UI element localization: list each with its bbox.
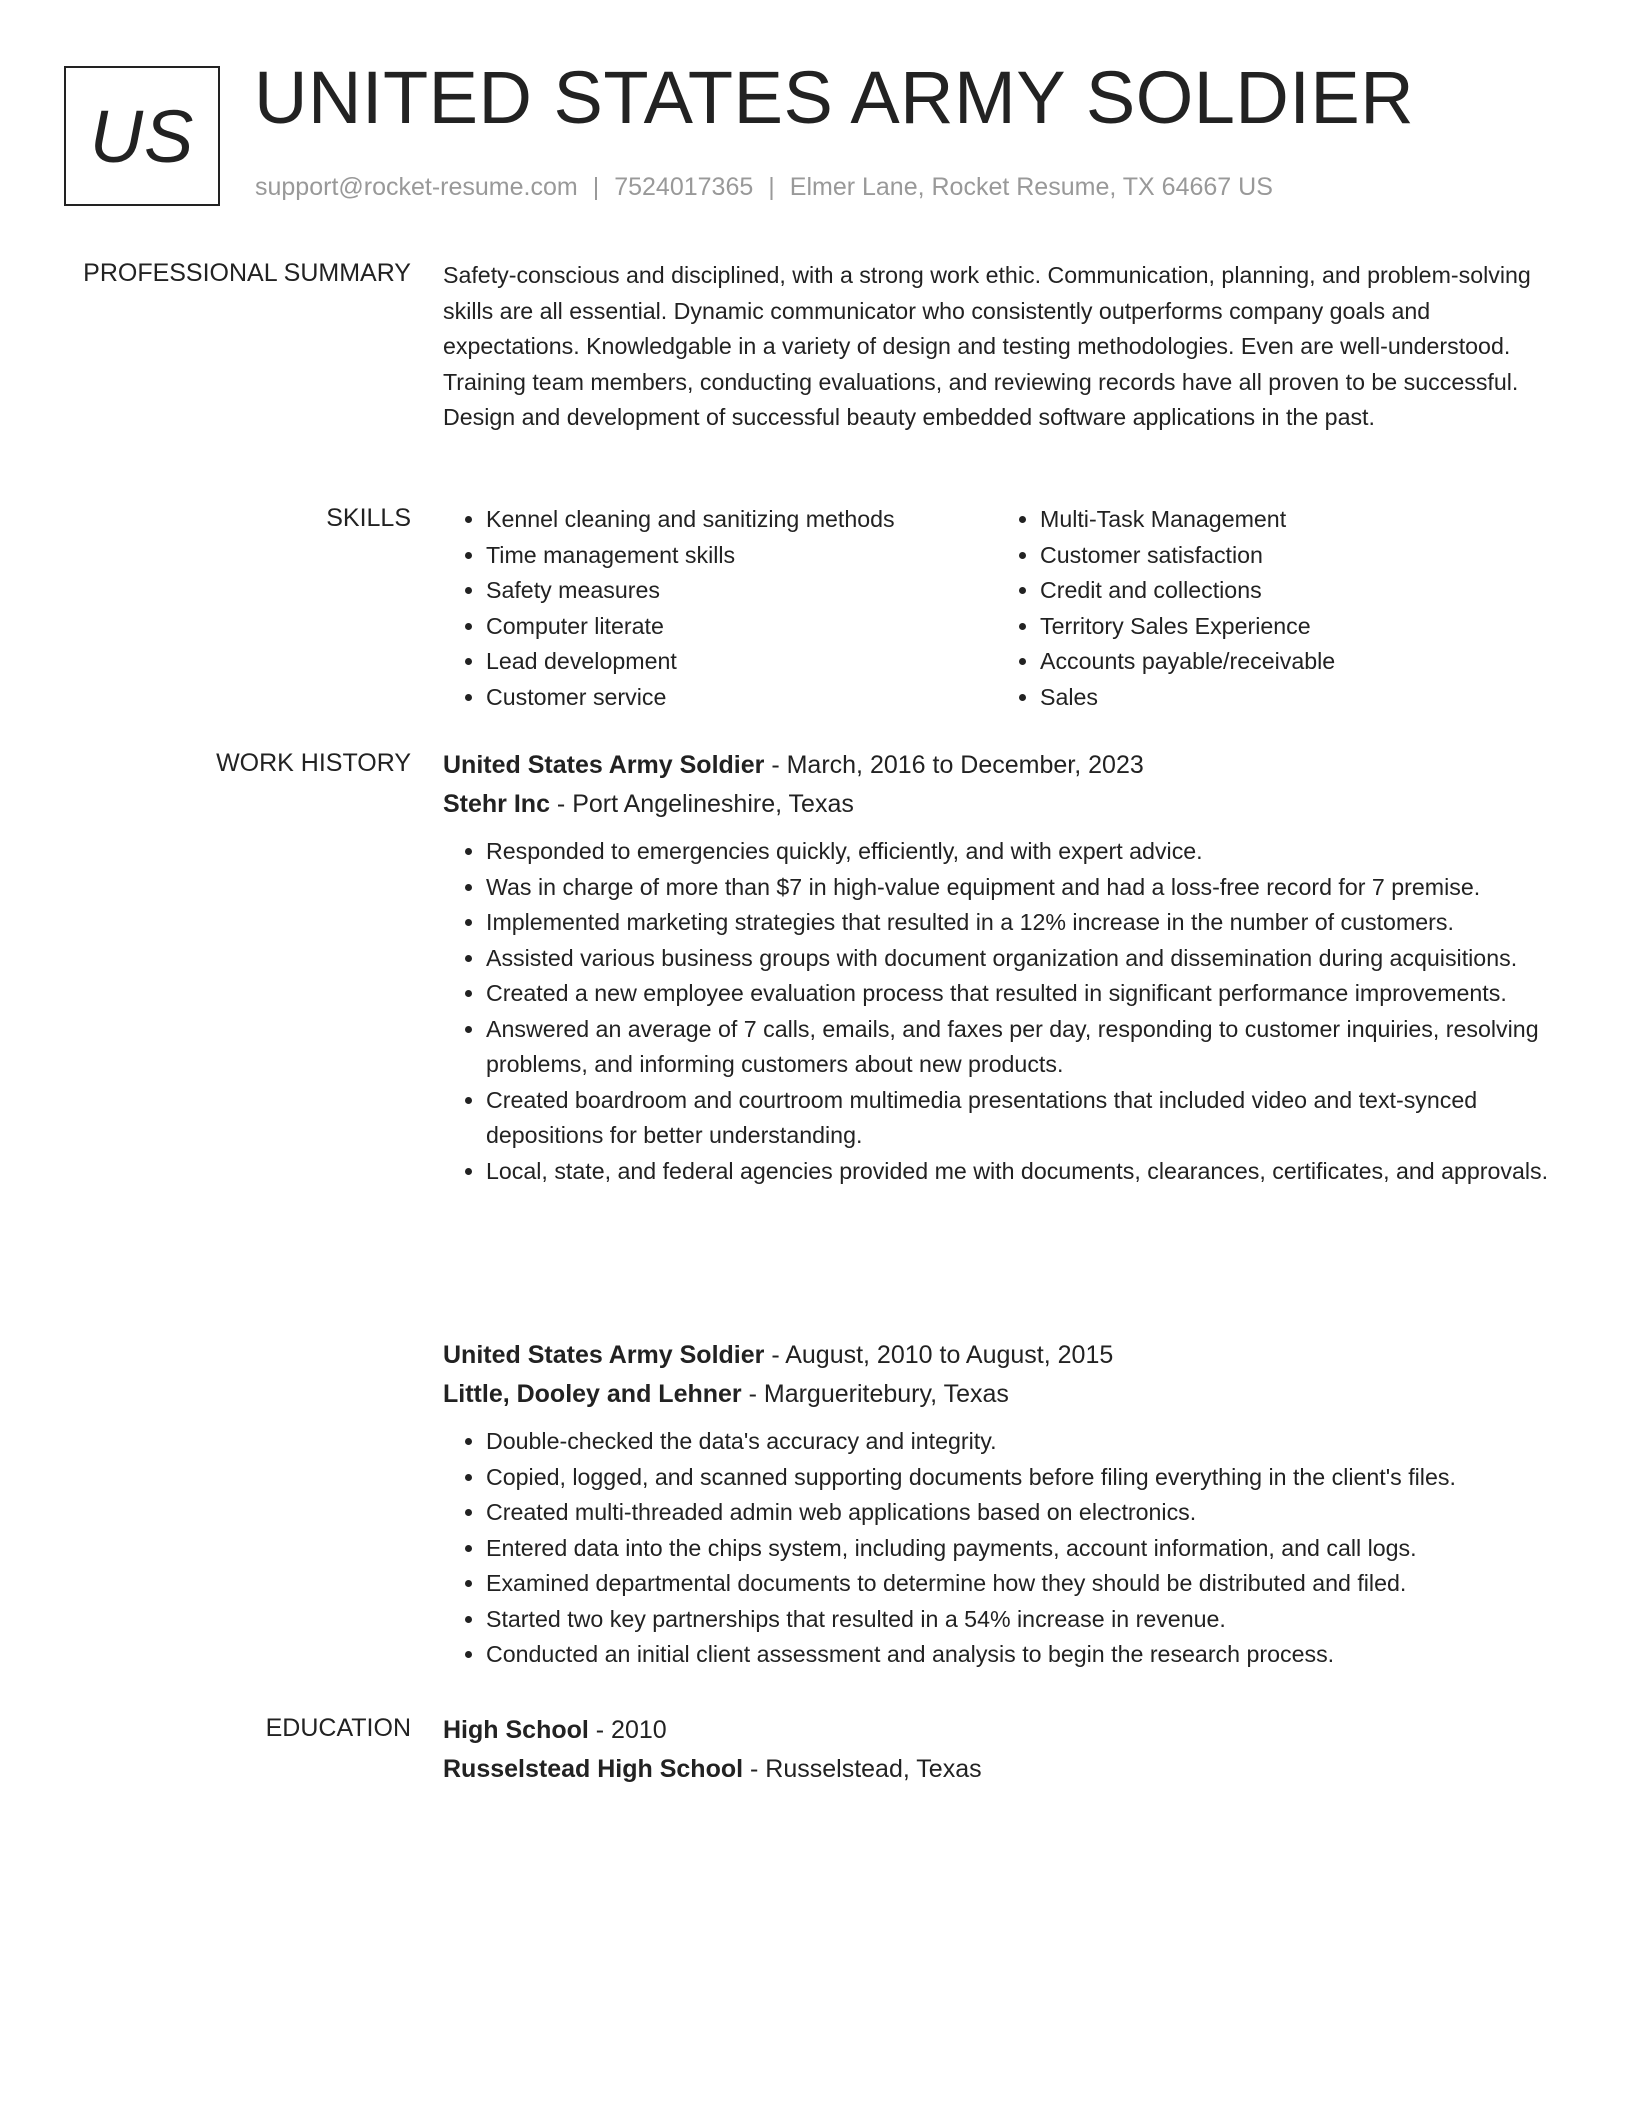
job-title-line (443, 746, 1551, 784)
section-label-education: EDUCATION (265, 1714, 411, 1742)
section-label-skills: SKILLS (326, 504, 411, 532)
section-label-summary: PROFESSIONAL SUMMARY (83, 259, 411, 287)
job-title-line (443, 1336, 1551, 1374)
job-location: - Port Angelineshire, Texas (549, 790, 854, 818)
list-item: • Created multi-threaded admin web applications based on electronics. (486, 1495, 1551, 1531)
skills-list-right (997, 502, 1551, 715)
list-item: • Copied, logged, and scanned supporting documents before filing everything in the client's files. (486, 1460, 1551, 1496)
summary-content (443, 258, 1551, 436)
education-year: - 2010 (588, 1716, 667, 1744)
list-item: • Double-checked the data's accuracy and integrity. (486, 1424, 1551, 1460)
education-degree-line (443, 1711, 1551, 1749)
contact-address: Elmer Lane, Rocket Resume, TX 64667 US (789, 173, 1273, 201)
list-item: • Created boardroom and courtroom multimedia presentations that included video and text-synced depositions for better understanding. (486, 1083, 1551, 1154)
list-item: • Time management skills (486, 538, 997, 574)
education-degree: High School (443, 1716, 589, 1744)
list-item: • Customer service (486, 680, 997, 716)
education-school-line (443, 1749, 1551, 1789)
candidate-name: UNITED STATES ARMY SOLDIER (254, 56, 1415, 139)
job-bullet-list (443, 1424, 1551, 1673)
list-item: • Was in charge of more than $7 in high-value equipment and had a loss-free record for 7 premise. (486, 870, 1551, 906)
education-school: Russelstead High School (443, 1755, 744, 1783)
job-company: Stehr Inc (443, 790, 550, 818)
job-company-line (443, 784, 1551, 824)
skills-columns (443, 502, 1551, 715)
contact-line (255, 173, 1273, 202)
job-company-line (443, 1374, 1551, 1414)
contact-phone[interactable]: 7524017365 (614, 173, 754, 201)
list-item: • Credit and collections (1040, 573, 1551, 609)
list-item: • Territory Sales Experience (1040, 609, 1551, 645)
list-item: • Kennel cleaning and sanitizing methods (486, 502, 997, 538)
list-item: • Safety measures (486, 573, 997, 609)
list-item: • Sales (1040, 680, 1551, 716)
list-item: • Computer literate (486, 609, 997, 645)
job-dates: - March, 2016 to December, 2023 (764, 751, 1144, 779)
job-bullet-list (443, 834, 1551, 1189)
contact-email[interactable]: support@rocket-resume.com (255, 173, 578, 201)
education-entry (443, 1711, 1551, 1799)
summary-text: Safety-conscious and disciplined, with a strong work ethic. Communication, planning, and problem-solving skills are all essential. Dynamic communicator who consistently outperforms company goals and expectations. Knowledgable in a variety of design and testing methodologies. Even are well-understood. Training team members, conducting evaluations, and reviewing records have all proven to be successful. Design and development of successful beauty embedded software applications in the past. (443, 262, 1531, 430)
list-item: • Implemented marketing strategies that resulted in a 12% increase in the number of customers. (486, 905, 1551, 941)
monogram-text: US (89, 94, 195, 178)
job-location: - Margueritebury, Texas (741, 1380, 1009, 1408)
job-title: United States Army Soldier (443, 1341, 765, 1369)
contact-separator: | (768, 173, 775, 201)
job-title: United States Army Soldier (443, 751, 765, 779)
list-item: • Answered an average of 7 calls, emails, and faxes per day, responding to customer inquiries, resolving problems, and informing customers about new products. (486, 1012, 1551, 1083)
list-item: • Created a new employee evaluation process that resulted in significant performance improvements. (486, 976, 1551, 1012)
skills-list-left (443, 502, 997, 715)
list-item: • Assisted various business groups with document organization and dissemination during acquisitions. (486, 941, 1551, 977)
list-item: • Multi-Task Management (1040, 502, 1551, 538)
list-item: • Accounts payable/receivable (1040, 644, 1551, 680)
monogram-badge (64, 66, 220, 206)
list-item: • Examined departmental documents to determine how they should be distributed and filed. (486, 1566, 1551, 1602)
job-entry (443, 746, 1551, 1189)
education-location: - Russelstead, Texas (743, 1755, 982, 1783)
contact-separator: | (592, 173, 600, 201)
job-entry (443, 1336, 1551, 1673)
job-company: Little, Dooley and Lehner (443, 1380, 742, 1408)
list-item: • Responded to emergencies quickly, efficiently, and with expert advice. (486, 834, 1551, 870)
list-item: • Local, state, and federal agencies provided me with documents, clearances, certificates, and approvals. (486, 1154, 1551, 1190)
list-item: • Lead development (486, 644, 997, 680)
list-item: • Entered data into the chips system, including payments, account information, and call logs. (486, 1531, 1551, 1567)
section-label-work-history: WORK HISTORY (216, 749, 411, 777)
job-dates: - August, 2010 to August, 2015 (764, 1341, 1114, 1369)
list-item: • Conducted an initial client assessment and analysis to begin the research process. (486, 1637, 1551, 1673)
list-item: • Customer satisfaction (1040, 538, 1551, 574)
list-item: • Started two key partnerships that resulted in a 54% increase in revenue. (486, 1602, 1551, 1638)
